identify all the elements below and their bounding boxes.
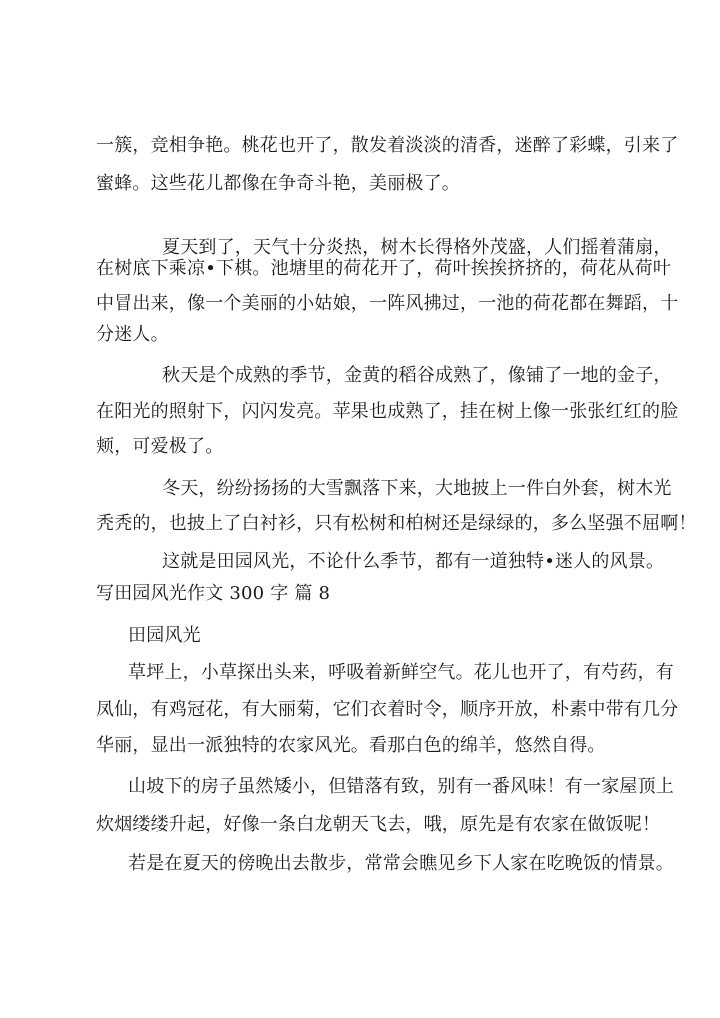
paragraph-summer-start: 夏天到了，天气十分炎热，树木长得格外茂盛，人们摇着蒲扇， xyxy=(162,237,672,258)
text-line: 中冒出来，像一个美丽的小姑娘，一阵风拂过，一池的荷花都在舞蹈，十 xyxy=(96,293,679,314)
paragraph-evening-start: 若是在夏天的傍晚出去散步，常常会瞧见乡下人家在吃晚饭的情景。 xyxy=(128,853,674,874)
text-line: 凤仙，有鸡冠花，有大丽菊，它们衣着时令，顺序开放，朴素中带有几分 xyxy=(96,699,679,720)
text-line: 炊烟缕缕升起，好像一条白龙朝天飞去，哦，原先是有农家在做饭呢！ xyxy=(96,814,661,835)
text-line: 分迷人。 xyxy=(96,324,169,345)
paragraph-conclusion: 这就是田园风光，不论什么季节，都有一道独特•迷人的风景。 xyxy=(162,551,665,572)
text-line: 颊，可爱极了。 xyxy=(96,436,224,457)
paragraph-autumn-start: 秋天是个成熟的季节，金黄的稻谷成熟了，像铺了一地的金子， xyxy=(162,365,672,386)
text-line: 秃秃的，也披上了白衬衫，只有松树和柏树还是绿绿的，多么坚强不屈啊！ xyxy=(96,513,697,534)
text-line: 在阳光的照射下，闪闪发亮。苹果也成熟了，挂在树上像一张张红红的脸 xyxy=(96,401,679,422)
text-line: 一簇，竞相争艳。桃花也开了，散发着淡淡的清香，迷醉了彩蝶，引来了 xyxy=(96,135,679,156)
text-line: 在树底下乘凉•下棋。池塘里的荷花开了，荷叶挨挨挤挤的，荷花从荷叶 xyxy=(96,258,672,279)
paragraph-hillside-start: 山坡下的房子虽然矮小，但错落有致，别有一番风味！有一家屋顶上 xyxy=(128,776,674,797)
text-line: 华丽，显出一派独特的农家风光。看那白色的绵羊，悠然自得。 xyxy=(96,735,606,756)
section-heading: 写田园风光作文 300 字 篇 8 xyxy=(96,583,331,604)
paragraph-meadow-start: 草坪上，小草探出头来，呼吸着新鲜空气。花儿也开了，有芍药，有 xyxy=(128,662,674,683)
essay-title: 田园风光 xyxy=(128,625,201,646)
text-line: 蜜蜂。这些花儿都像在争奇斗艳，美丽极了。 xyxy=(96,173,460,194)
paragraph-winter-start: 冬天，纷纷扬扬的大雪飘落下来，大地披上一件白外套，树木光 xyxy=(162,478,672,499)
